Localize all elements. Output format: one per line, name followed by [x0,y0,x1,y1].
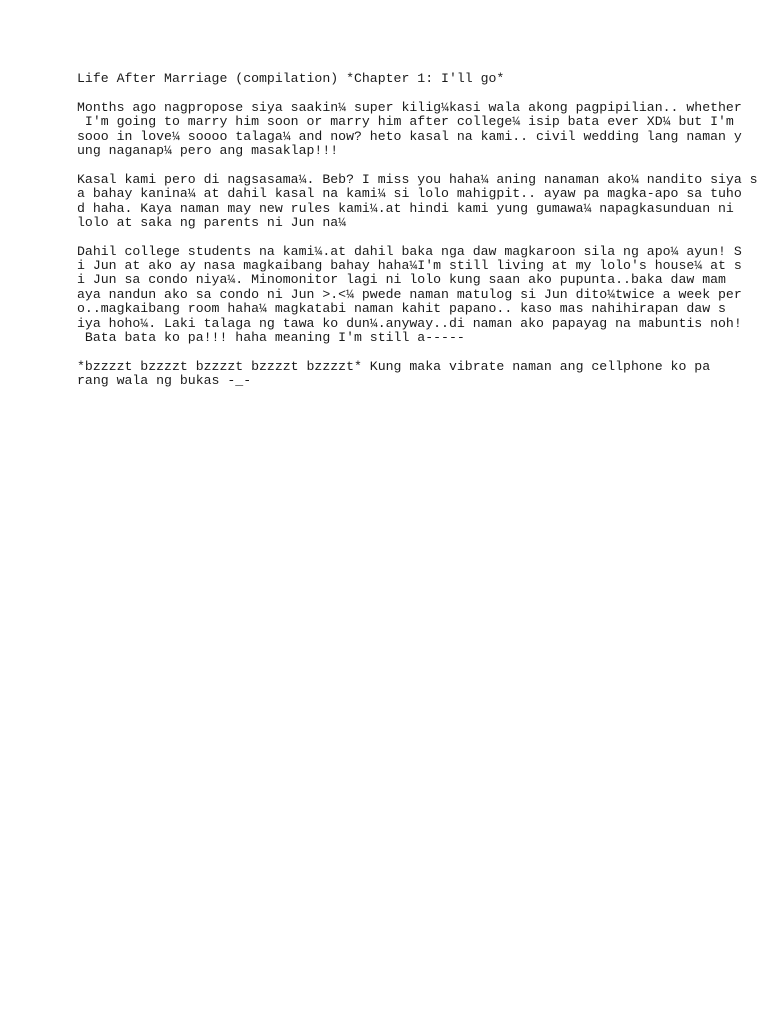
paragraph-line: I'm going to marry him soon or marry him after college¼ isip bata ever XD¼ but I'm [77,114,734,130]
paragraph-line: ung naganap¼ pero ang masaklap!!! [77,142,339,158]
paragraph-line: Kasal kami pero di nagsasama¼. Beb? I miss you haha¼ aning nanaman ako¼ nandito siya s [77,171,758,187]
paragraph-line: iya hoho¼. Laki talaga ng tawa ko dun¼.anyway..di naman ako papayag na mabuntis noh! [77,315,742,331]
paragraph-2 [77,173,757,231]
paragraph-line: aya nandun ako sa condo ni Jun >.<¼ pwede naman matulog si Jun dito¼twice a week per [77,286,742,302]
paragraph-line: d haha. Kaya naman may new rules kami¼.at hindi kami yung gumawa¼ napagkasunduan ni [77,200,734,216]
paragraph-line: lolo at saka ng parents ni Jun na¼ [77,214,347,230]
paragraph-spacer [77,158,757,172]
paragraph-line: Dahil college students na kami¼.at dahil baka nga daw magkaroon sila ng apo¼ ayun! S [77,243,742,259]
paragraph-3 [77,245,757,346]
paragraph-line: Bata bata ko pa!!! haha meaning I'm still a----- [77,330,465,346]
document-body [77,72,757,389]
paragraph-line: i Jun sa condo niya¼. Minomonitor lagi ni lolo kung saan ako pupunta..baka daw mam [77,272,726,288]
paragraph-line: *bzzzzt bzzzzt bzzzzt bzzzzt bzzzzt* Kung maka vibrate naman ang cellphone ko pa [77,358,711,374]
paragraph-spacer [77,345,757,359]
paragraph-line: o..magkaibang room haha¼ magkatabi naman kahit papano.. kaso mas nahihirapan daw s [77,301,726,317]
paragraph-line: rang wala ng bukas -_- [77,373,252,389]
chapter-title: Life After Marriage (compilation) *Chapter 1: I'll go* [77,71,505,86]
paragraph-1 [77,101,757,159]
paragraph-spacer [77,230,757,244]
paragraph-line: i Jun at ako ay nasa magkaibang bahay haha¼I'm still living at my lolo's house¼ at s [77,258,742,274]
paragraph-line: Months ago nagpropose siya saakin¼ super kilig¼kasi wala akong pagpipilian.. whether [77,99,742,115]
paragraph-line: a bahay kanina¼ at dahil kasal na kami¼ si lolo mahigpit.. ayaw pa magka-apo sa tuho [77,186,742,202]
paragraph-4 [77,360,757,389]
paragraph-line: sooo in love¼ soooo talaga¼ and now? heto kasal na kami.. civil wedding lang naman y [77,128,742,144]
